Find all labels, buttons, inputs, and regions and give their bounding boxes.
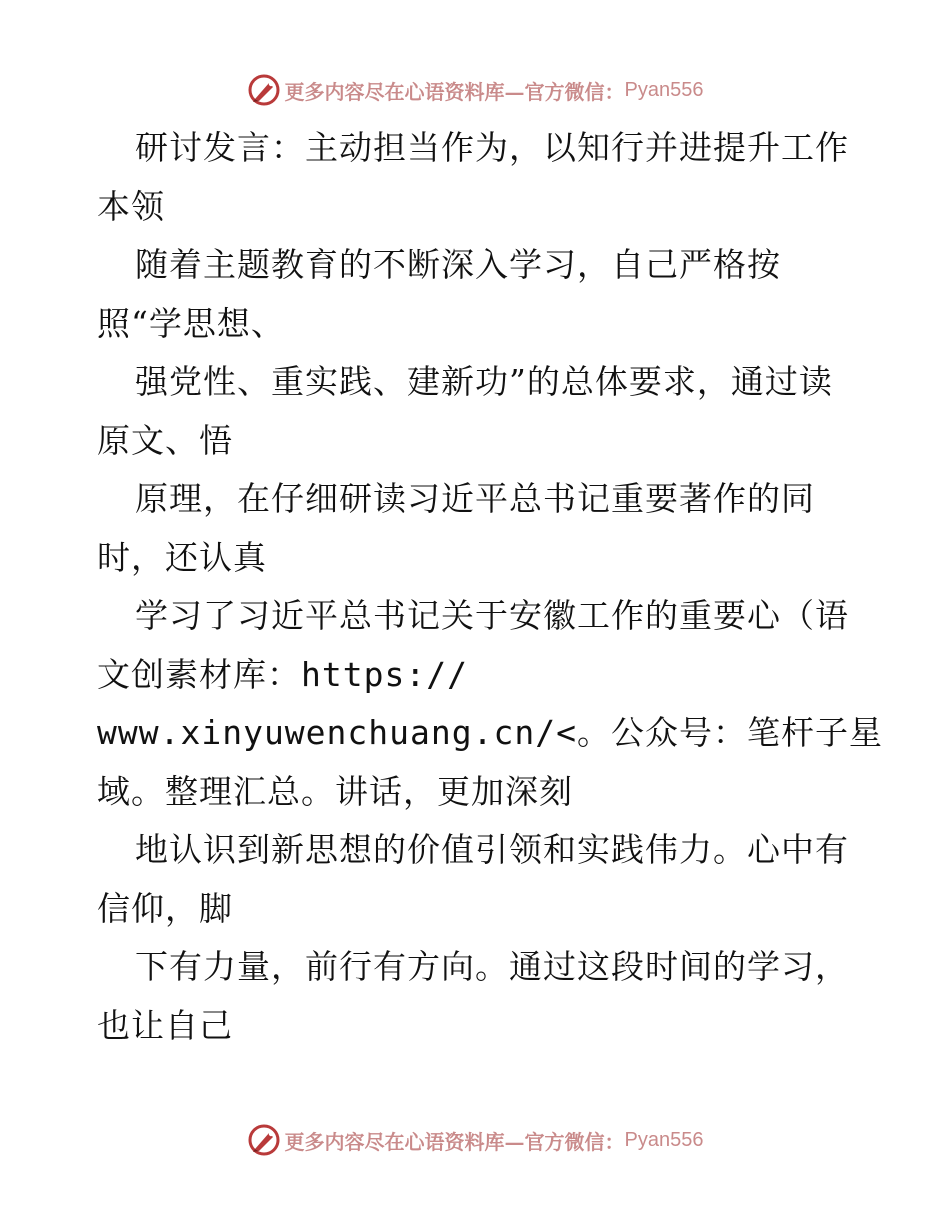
footer-banner-text: 更多内容尽在心语资料库—官方微信： bbox=[284, 1129, 625, 1154]
paragraph-line: 学习了习近平总书记关于安徽工作的重要心（语 bbox=[135, 596, 849, 635]
paragraph-line: 随着主题教育的不断深入学习，自己严格按 bbox=[135, 245, 781, 284]
pen-logo-icon bbox=[247, 73, 281, 107]
paragraph-line: 强党性、重实践、建新功”的总体要求，通过读 bbox=[135, 362, 833, 401]
header-wechat-id: Pyan556 bbox=[624, 78, 704, 101]
paragraph-line: 域。整理汇总。讲话，更加深刻 bbox=[97, 771, 573, 811]
paragraph-line: 照“学思想、 bbox=[97, 303, 285, 343]
header-banner bbox=[0, 70, 950, 110]
paragraph-line: www.xinyuwenchuang.cn/<。公众号：笔杆子星 bbox=[97, 713, 883, 752]
header-banner-text: 更多内容尽在心语资料库—官方微信： bbox=[284, 79, 625, 104]
pen-logo-icon bbox=[247, 1123, 281, 1157]
paragraph-line: 原理，在仔细研读习近平总书记重要著作的同 bbox=[135, 479, 815, 518]
paragraph-line: 时，还认真 bbox=[97, 537, 267, 577]
paragraph-line: 也让自己 bbox=[97, 1005, 233, 1045]
title-line-1: 研讨发言：主动担当作为，以知行并进提升工作 bbox=[135, 128, 849, 167]
paragraph-line: 下有力量，前行有方向。通过这段时间的学习， bbox=[135, 947, 849, 986]
footer-banner bbox=[0, 1120, 950, 1160]
paragraph-line: 原文、悟 bbox=[97, 420, 233, 460]
title-line-2: 本领 bbox=[97, 186, 165, 226]
document-body bbox=[97, 122, 883, 1058]
paragraph-line: 文创素材库：https:// bbox=[97, 654, 468, 694]
paragraph-line: 信仰，脚 bbox=[97, 888, 233, 928]
paragraph-line: 地认识到新思想的价值引领和实践伟力。心中有 bbox=[135, 830, 849, 869]
footer-wechat-id: Pyan556 bbox=[624, 1128, 704, 1151]
